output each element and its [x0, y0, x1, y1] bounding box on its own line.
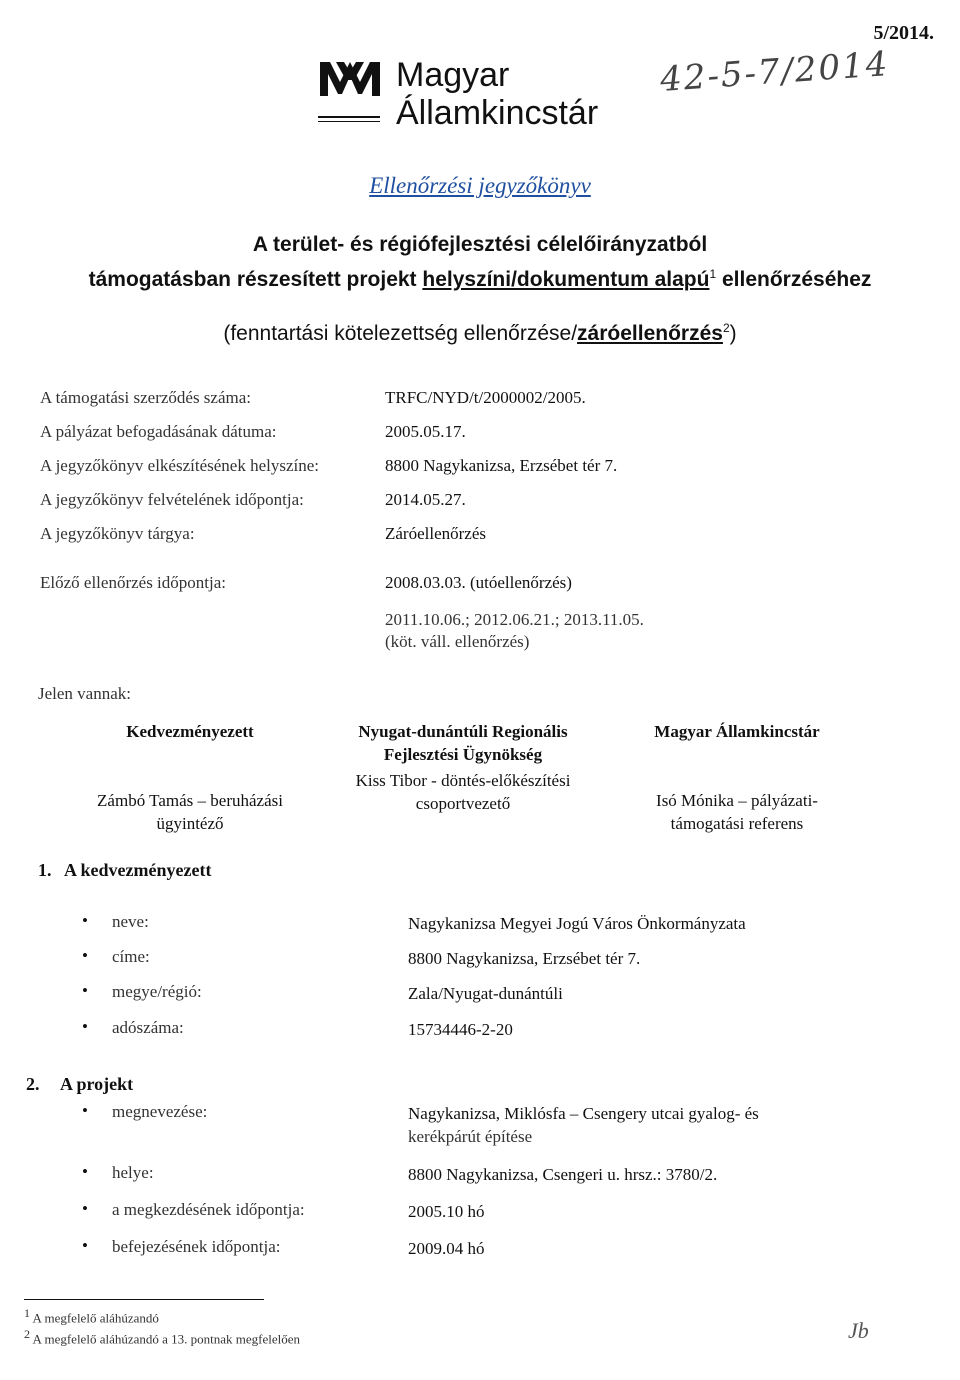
document-title: Ellenőrzési jegyzőkönyv	[369, 173, 591, 198]
section2-number: 2.	[26, 1074, 40, 1094]
field-label: adószáma:	[112, 1018, 184, 1037]
document-number: 5/2014.	[873, 22, 934, 44]
attendee-role: csoportvezető	[415, 794, 511, 813]
info-label: A jegyzőkönyv elkészítésének helyszíne:	[40, 456, 319, 475]
attendee-org: Magyar Államkincstár	[654, 722, 820, 741]
field-value-line1: Nagykanizsa, Miklósfa – Csengery utcai gyalog- és	[408, 1104, 759, 1123]
footnote-text: A megfelelő aláhúzandó a 13. pontnak megfelelően	[32, 1331, 301, 1347]
mak-logo-icon	[318, 58, 382, 98]
section2-title: A projekt	[60, 1074, 134, 1094]
heading-line3-bold: záróellenőrzés	[577, 322, 723, 345]
heading-line3-suffix: )	[729, 322, 737, 345]
attendee-column	[612, 720, 862, 835]
info-label: A jegyzőkönyv felvételének időpontja:	[40, 490, 304, 509]
field-value: Zala/Nyugat-dunántúli	[408, 984, 563, 1003]
handwritten-reference: 42-5-7/2014	[658, 44, 891, 100]
info-label: A támogatási szerződés száma:	[40, 388, 252, 407]
info-label: Előző ellenőrzés időpontja:	[40, 573, 226, 592]
info-label: A jegyzőkönyv tárgya:	[40, 524, 195, 543]
attendee-column	[60, 720, 320, 835]
footnote	[24, 1306, 159, 1326]
heading-line2	[0, 261, 960, 293]
attendee-role: ügyintéző	[156, 814, 224, 833]
info-extra-line1: 2011.10.06.; 2012.06.21.; 2013.11.05.	[385, 610, 644, 629]
present-label: Jelen vannak:	[38, 684, 131, 703]
footnote-text: A megfelelő aláhúzandó	[32, 1310, 159, 1326]
attendee-person: Isó Mónika – pályázati-	[656, 791, 818, 810]
field-label: megye/régió:	[112, 982, 202, 1001]
heading-line3	[0, 315, 960, 347]
field-value: 2005.10 hó	[408, 1202, 485, 1221]
logo-line1: Magyar	[396, 56, 510, 94]
heading-line2-suffix: ellenőrzéséhez	[716, 268, 872, 291]
info-value: 8800 Nagykanizsa, Erzsébet tér 7.	[385, 456, 618, 475]
section1-title: A kedvezményezett	[64, 860, 212, 880]
field-label: a megkezdésének időpontja:	[112, 1200, 305, 1219]
logo-line2: Államkincstár	[396, 94, 599, 132]
footnote-number: 1	[24, 1306, 30, 1320]
footnote-separator	[24, 1299, 264, 1300]
info-extra-line2: (köt. váll. ellenőrzés)	[385, 632, 530, 651]
footnote-ref-1: 1	[709, 267, 717, 281]
info-value: 2014.05.27.	[385, 490, 466, 509]
field-label: befejezésének időpontja:	[112, 1237, 281, 1256]
attendee-org: Nyugat-dunántúli Regionális	[358, 722, 568, 741]
heading-line3-prefix: (fenntartási kötelezettség ellenőrzése/	[223, 322, 578, 345]
info-value: TRFC/NYD/t/2000002/2005.	[385, 388, 586, 407]
info-value: Záróellenőrzés	[385, 524, 486, 543]
heading-line1: A terület- és régiófejlesztési célelőirányzatból	[252, 233, 708, 256]
field-value: Nagykanizsa Megyei Jogú Város Önkormányzata	[408, 914, 746, 933]
field-value: 8800 Nagykanizsa, Csengeri u. hrsz.: 3780/2.	[408, 1165, 718, 1184]
attendee-org: Kedvezményezett	[126, 722, 254, 741]
field-value-line2: kerékpárút építése	[408, 1127, 533, 1146]
field-value: 8800 Nagykanizsa, Erzsébet tér 7.	[408, 949, 641, 968]
info-value: 2008.03.03. (utóellenőrzés)	[385, 573, 572, 592]
attendee-column	[318, 720, 608, 815]
section1-number: 1.	[38, 860, 52, 880]
field-value: 15734446-2-20	[408, 1020, 513, 1039]
field-value	[408, 1102, 759, 1148]
logo-wordmark	[396, 56, 598, 132]
attendee-person: Kiss Tibor - döntés-előkészítési	[355, 771, 571, 790]
heading-line2-underlined: helyszíni/dokumentum alapú	[422, 268, 710, 291]
attendee-role: támogatási referens	[670, 814, 804, 833]
field-label: neve:	[112, 912, 149, 931]
attendee-org-line2: Fejlesztési Ügynökség	[383, 745, 543, 764]
footnote-ref-2: 2	[722, 321, 730, 335]
footnote	[24, 1327, 300, 1347]
handwritten-initials: Jb	[848, 1318, 869, 1343]
footnote-number: 2	[24, 1327, 30, 1341]
field-value: 2009.04 hó	[408, 1239, 485, 1258]
field-label: megnevezése:	[112, 1102, 208, 1121]
field-label: címe:	[112, 947, 150, 966]
logo-rule-thin	[318, 121, 380, 122]
attendee-person: Zámbó Tamás – beruházási	[97, 791, 283, 810]
info-value: 2005.05.17.	[385, 422, 466, 441]
info-label: A pályázat befogadásának dátuma:	[40, 422, 277, 441]
heading-line2-prefix: támogatásban részesített projekt	[88, 268, 423, 291]
field-label: helye:	[112, 1163, 154, 1182]
logo-rule	[318, 116, 380, 118]
